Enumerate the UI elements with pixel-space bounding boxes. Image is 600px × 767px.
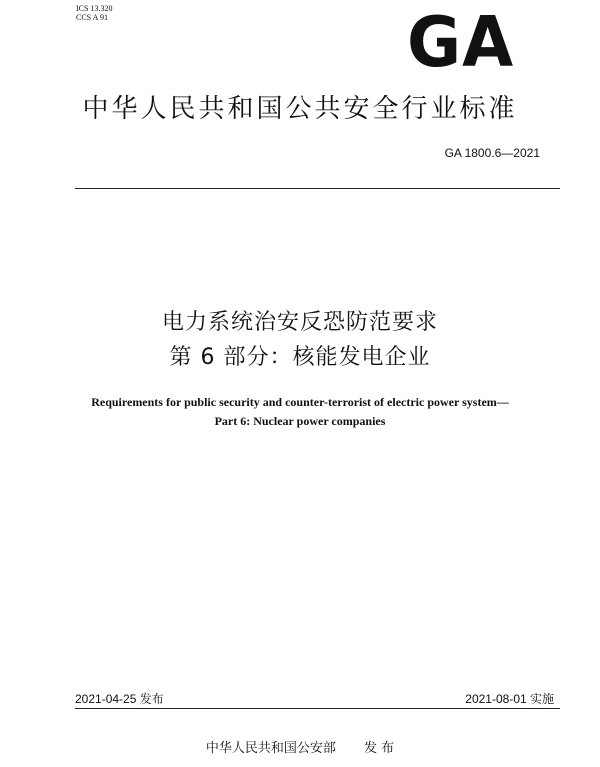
publisher-name: 中华人民共和国公安部: [205, 741, 336, 756]
standard-category-title: 中华人民共和国公共安全行业标准: [82, 94, 518, 124]
issue-date: 2021-04-25 发布: [75, 692, 164, 706]
chinese-title-line-2: 第 6 部分：核能发电企业: [169, 345, 431, 370]
header-divider: [75, 188, 560, 189]
classification-codes: [76, 4, 112, 22]
ga-logo: GA: [407, 1, 515, 83]
english-title-line-2: Part 6: Nuclear power companies: [214, 414, 386, 428]
ics-code: ICS 13.320: [76, 4, 113, 13]
standard-number: GA 1800.6—2021: [444, 146, 540, 160]
publisher-line: [0, 737, 600, 756]
footer-divider: [75, 708, 560, 709]
english-title-line-1: Requirements for public security and counter-terrorist of electric power system—: [91, 395, 509, 409]
publish-label: 发 布: [363, 741, 395, 756]
chinese-title-line-1: 电力系统治安反恐防范要求: [161, 310, 438, 335]
effective-date: 2021-08-01 实施: [465, 692, 554, 706]
ccs-code: CCS A 91: [76, 13, 109, 22]
